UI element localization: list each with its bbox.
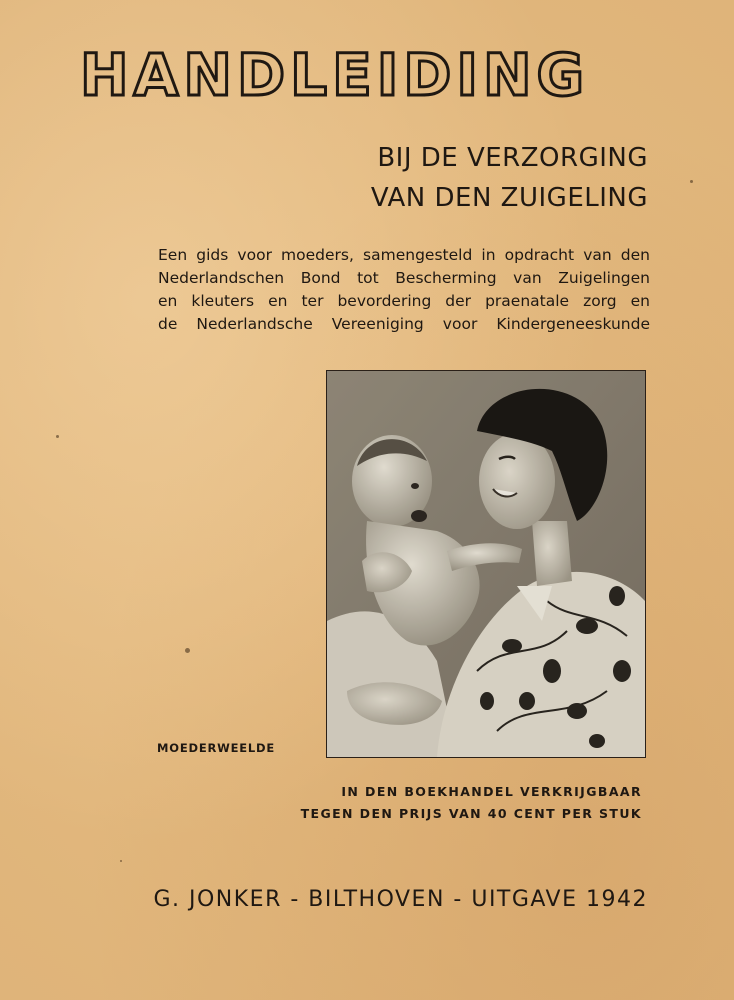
photo-caption: MOEDERWEELDE: [157, 741, 276, 755]
availability-line-1: IN DEN BOEKHANDEL VERKRIJGBAAR: [341, 784, 642, 799]
page-title: HANDLEIDING: [80, 41, 590, 109]
intro-line-4: de Nederlandsche Vereeniging voor Kindergeneeskunde: [158, 315, 650, 333]
subtitle-line-1: BIJ DE VERZORGING: [377, 143, 648, 173]
intro-line-3: en kleuters en ter bevordering der praenatale zorg en: [158, 292, 650, 310]
paper-speck: [56, 435, 59, 438]
paper-speck: [120, 860, 122, 862]
mother-and-baby-photo: [326, 370, 646, 758]
publisher-line: G. JONKER - BILTHOVEN - UITGAVE 1942: [153, 887, 648, 912]
intro-paragraph: [158, 244, 650, 336]
subtitle: [371, 138, 648, 218]
availability-notice: [301, 781, 642, 825]
subtitle-line-2: VAN DEN ZUIGELING: [370, 183, 648, 213]
paper-speck: [185, 648, 190, 653]
intro-line-2: Nederlandschen Bond tot Bescherming van Zuigelingen: [158, 269, 650, 287]
intro-line-1: Een gids voor moeders, samengesteld in opdracht van den: [158, 246, 650, 264]
availability-line-2: TEGEN DEN PRIJS VAN 40 CENT PER STUK: [300, 806, 642, 821]
paper-speck: [690, 180, 693, 183]
